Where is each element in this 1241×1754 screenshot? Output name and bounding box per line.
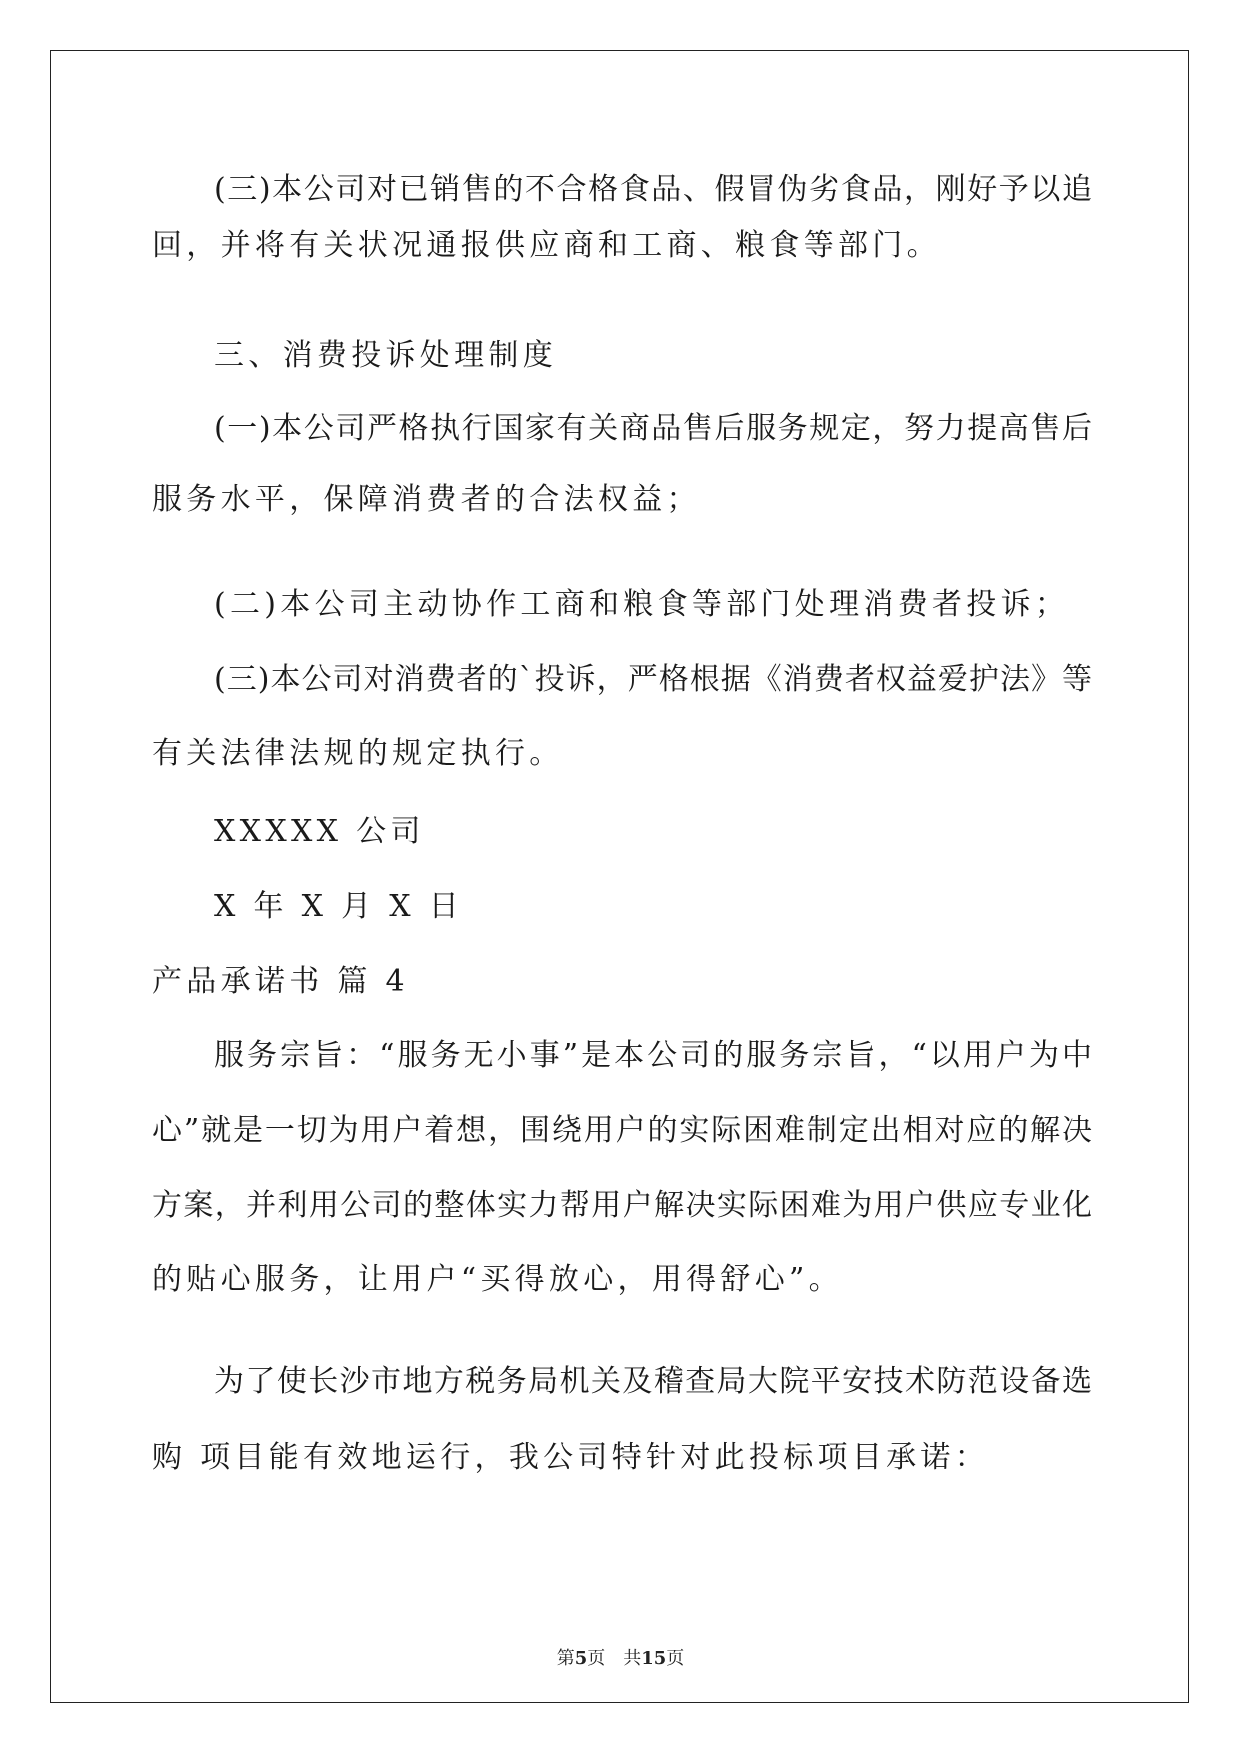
paragraph-line: 购 项目能有效地运行，我公司特针对此投标项目承诺： bbox=[152, 1440, 990, 1475]
page-footer bbox=[0, 1647, 1241, 1671]
paragraph-line: 服务宗旨：“服务无小事”是本公司的服务宗旨，“以用户为中 bbox=[214, 1038, 1092, 1073]
paragraph-line: 方案，并利用公司的整体实力帮用户解决实际困难为用户供应专业化 bbox=[152, 1188, 1092, 1223]
footer-mid: 页 共 bbox=[587, 1648, 642, 1669]
paragraph-line: 服务水平，保障消费者的合法权益； bbox=[152, 482, 701, 517]
paragraph-line: (三)本公司对已销售的不合格食品、假冒伪劣食品，刚好予以追 bbox=[214, 172, 1092, 207]
section-heading: 三、消费投诉处理制度 bbox=[214, 338, 557, 373]
paragraph-line: 回，并将有关状况通报供应商和工商、粮食等部门。 bbox=[152, 228, 941, 263]
signature-date: X 年 X 月 X 日 bbox=[214, 889, 464, 924]
paragraph-line: 为了使长沙市地方税务局机关及稽查局大院平安技术防范设备选 bbox=[214, 1364, 1092, 1399]
current-page-number: 5 bbox=[574, 1648, 588, 1669]
footer-suffix: 页 bbox=[666, 1648, 685, 1669]
total-page-count: 15 bbox=[641, 1648, 667, 1669]
company-signature: XXXXX 公司 bbox=[214, 814, 425, 849]
paragraph-line: (二)本公司主动协作工商和粮食等部门处理消费者投诉； bbox=[214, 587, 1070, 622]
paragraph-line: 的贴心服务，让用户“买得放心，用得舒心”。 bbox=[152, 1262, 843, 1297]
section-title: 产品承诺书 篇 4 bbox=[152, 964, 409, 999]
paragraph-line: (一)本公司严格执行国家有关商品售后服务规定，努力提高售后 bbox=[214, 411, 1092, 446]
paragraph-line: 心”就是一切为用户着想，围绕用户的实际困难制定出相对应的解决 bbox=[152, 1113, 1092, 1148]
paragraph-line: 有关法律法规的规定执行。 bbox=[152, 736, 564, 771]
footer-prefix: 第 bbox=[556, 1648, 575, 1669]
paragraph-line: (三)本公司对消费者的`投诉，严格根据《消费者权益爱护法》等 bbox=[214, 662, 1092, 697]
